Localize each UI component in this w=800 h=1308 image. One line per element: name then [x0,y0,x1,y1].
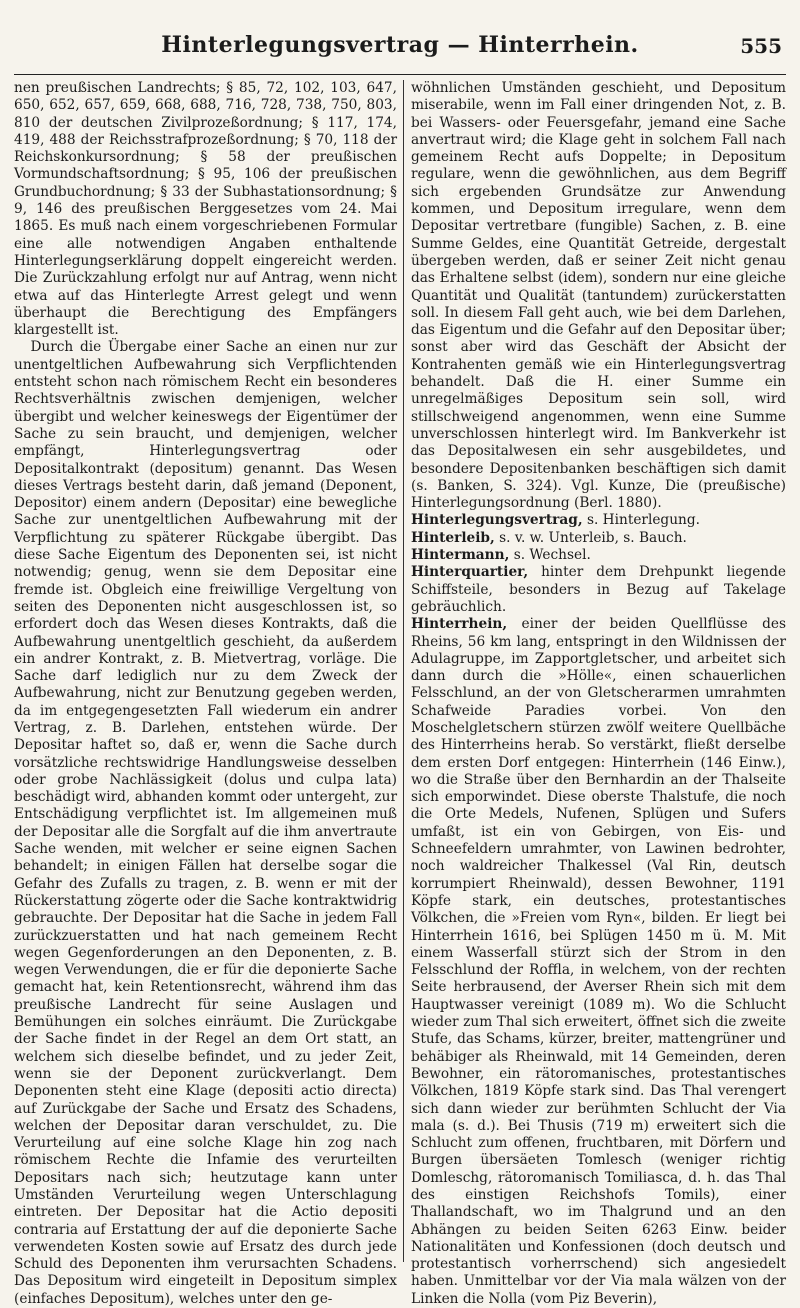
running-title: Hinterlegungsvertrag — Hinterrhein. [161,32,639,58]
left-column [14,80,397,1307]
entry-hinterrhein [411,616,786,1308]
paragraph: nen preußischen Landrechts; § 85, 72, 102, 103, 647, 650, 652, 657, 659, 668, 688, 716, 728, 738, 750, 803, 810 der deutschen Zivilprozeßordnung; § 117, 174, 419, 488 der Reichsstrafprozeßordnung; § 70, 118 der Reichskonkursordnung; § 58 der preußischen Vormundschaftsordnung; § 95, 106 der preußischen Grundbuchordnung; § 33 der Subhastationsordnung; § 9, 146 des preußischen Berggesetzes vom 24. Mai 1865. Es muß nach einem vorgeschriebenen Formular eine alle notwendigen Angaben enthaltende Hinterlegungserklärung doppelt eingereicht werden. Die Zurückzahlung erfolgt nur auf Antrag, wenn nicht etwa auf das Hinterlegte Arrest gelegt und wenn überhaupt die Berechtigung des Empfängers klargestellt ist. [14,80,397,339]
entry-text: hinter dem Drehpunkt liegende Schiffsteile, besonders in Bezug auf Takelage gebräuchlich. [411,564,786,615]
headword: Hinterquartier, [411,564,529,581]
entry-hinterlegungsvertrag [411,512,786,529]
page-number: 555 [740,34,782,58]
entry-text: s. Wechsel. [509,547,591,564]
entry-hintermann [411,547,786,564]
entry-hinterquartier [411,564,786,616]
header-rule [14,74,786,75]
right-column [411,80,786,1307]
entry-text: einer der beiden Quellflüsse des Rheins, 56 km lang, entspringt in den Wildnissen der Adulagruppe, im Zapportgletscher, und arbeitet sich dann durch die »Hölle«, einen schauerlichen Felsschlund, an der von Gletscherarmen umrahmten Schafweide Paradies vorbei. Von den Moschelgletschern stürzen zwölf weitere Quellbäche des Hinterrheins herab. So verstärkt, fließt derselbe dem ersten Dorf entgegen: Hinterrhein (146 Einw.), wo die Straße über den Bernhardin an der Thalseite sich emporwindet. Diese oberste Thalstufe, die noch die Orte Medels, Nufenen, Splügen und Sufers umfaßt, ist ein von Gebirgen, von Eis- und Schneefeldern umrahmter, von Lawinen bedrohter, noch waldreicher Thalkessel (Val Rin, deutsch korrumpiert Rheinwald), dessen Bewohner, 1191 Köpfe stark, ein deutsches, protestantisches Völkchen, die »Freien vom Ryn«, bilden. Er liegt bei Hinterrhein 1616, bei Splügen 1450 m ü. M. Mit einem Wasserfall stürzt sich der Strom in den Felsschlund der Roffla, in welchem, von der rechten Seite herbrausend, der Averser Rhein sich mit dem Hauptwasser vereinigt (1089 m). Wo die Schlucht wieder zum Thal sich erweitert, öffnet sich die zweite Stufe, das Schams, kürzer, breiter, mattengrüner und behäbiger als Rheinwald, mit 14 Gemeinden, deren Bewohner, ein rätoromanisches, protestantisches Völkchen, 1819 Köpfe stark sind. Das Thal verengert sich dann wieder zur berühmten Schlucht der Via mala (s. d.). Bei Thusis (719 m) erweitert sich die Schlucht zum offenen, fruchtbaren, mit Dörfern und Burgen übersäeten Tomlesch (weniger richtig Domleschg, rätoromanisch Tomiliasca, d. h. das Thal des einstigen Reichshofs Tomils), einer Thallandschaft, wo im Thalgrund und an den Abhängen zu beiden Seiten 6263 Einw. beider Nationalitäten und Konfessionen (doch deutsch und protestantisch vorherrschend) sich angesiedelt haben. Unmittelbar vor der Via mala wälzen von der Linken die Nolla (vom Piz Beverin), [411,616,786,1307]
entry-hinterleib [411,530,786,547]
paragraph: Durch die Übergabe einer Sache an einen nur zur unentgeltlichen Aufbewahrung sich Verpflichtenden entsteht schon nach römischem Recht ein besonderes Rechtsverhältnis zwischen demjenigen, welcher übergibt und welcher keineswegs der Eigentümer der Sache zu sein braucht, und demjenigen, welcher empfängt, Hinterlegungsvertrag oder Depositalkontrakt (depositum) genannt. Das Wesen dieses Vertrags besteht darin, daß jemand (Deponent, Depositor) einem andern (Depositar) eine bewegliche Sache zur unentgeltlichen Aufbewahrung mit der Verpflichtung zu späterer Rückgabe übergibt. Das diese Sache Eigentum des Deponenten sei, ist nicht notwendig; genug, wenn sie dem Depositar eine fremde ist. Obgleich eine freiwillige Vergeltung von seiten des Deponenten nicht ausgeschlossen ist, so erfordert doch das Wesen dieses Kontrakts, daß die Aufbewahrung unentgeltlich geschieht, da außerdem ein andrer Kontrakt, z. B. Mietvertrag, vorläge. Die Sache darf lediglich nur zu dem Zweck der Aufbewahrung, nicht zur Benutzung gegeben werden, da im entgegengesetzten Fall wiederum ein andrer Vertrag, z. B. Darlehen, entstehen würde. Der Depositar haftet so, daß er, wenn die Sache durch vorsätzliche rechtswidrige Handlungsweise desselben oder grobe Nachlässigkeit (dolus und culpa lata) beschädigt wird, abhanden kommt oder untergeht, zur Entschädigung verpflichtet ist. Im allgemeinen muß der Depositar alle die Sorgfalt auf die ihm anvertraute Sache wenden, mit welcher er seine eignen Sachen behandelt; in einigen Fällen hat derselbe sogar die Gefahr des Zufalls zu tragen, z. B. wenn er mit der Rückerstattung zögerte oder die Sache kontraktwidrig gebrauchte. Der Depositar hat die Sache in jedem Fall zurückzuerstatten und hat nach gemeinem Recht wegen Gegenforderungen an den Deponenten, z. B. wegen Verwendungen, die er für die deponierte Sache gemacht hat, kein Retentionsrecht, während ihm das preußische Landrecht für seine Auslagen und Bemühungen ein solches einräumt. Die Zurückgabe der Sache findet in der Regel an dem Ort statt, an welchem sich dieselbe befindet, und zu jeder Zeit, wenn sie der Deponent zurückverlangt. Dem Deponenten steht eine Klage (depositi actio directa) auf Zurückgabe der Sache und Ersatz des Schadens, welchen der Depositar daran verschuldet, zu. Die Verurteilung auf eine solche Klage hin zog nach römischem Rechte die Infamie des verurteilten Depositars nach sich; heutzutage kann unter Umständen Verurteilung wegen Unterschlagung eintreten. Der Depositar hat die Actio depositi contraria auf Erstattung der auf die deponierte Sache verwendeten Kosten sowie auf Ersatz des durch jede Schuld des Deponenten ihm verursachten Schadens. Das Depositum wird eingeteilt in Depositum simplex (einfaches Depositum), welches unter den ge- [14,339,397,1307]
entry-text: s. v. w. Unterleib, s. Bauch. [494,529,687,546]
entry-text: s. Hinterlegung. [582,512,700,529]
page-header [0,30,800,74]
headword: Hinterleib, [411,529,495,546]
column-divider [403,80,404,1262]
headword: Hinterrhein, [411,616,508,633]
paragraph: wöhnlichen Umständen geschieht, und Depositum miserabile, wenn im Fall einer dringenden Not, z. B. bei Wassers- oder Feuersgefahr, jemand eine Sache anvertraut wird; die Klage geht in solchem Fall nach gemeinem Recht aufs Doppelte; in Depositum regulare, wenn die gewöhnlichen, aus dem Begriff sich ergebenden Grundsätze zur Anwendung kommen, und Depositum irregulare, wenn dem Depositar vertretbare (fungible) Sachen, z. B. eine Summe Geldes, eine Quantität Getreide, dergestalt übergeben werden, daß er seiner Zeit nicht genau das Erhaltene selbst (idem), sondern nur eine gleiche Quantität und Qualität (tantundem) zurückerstatten soll. In diesem Fall geht auch, wie bei dem Darlehen, das Eigentum und die Gefahr auf den Depositar über; sonst aber wird das Geschäft der Absicht der Kontrahenten gemäß wie ein Hinterlegungsvertrag behandelt. Daß die H. einer Summe ein unregelmäßiges Depositum sein soll, wird stillschweigend angenommen, wenn eine Summe unverschlossen hinterlegt wird. Im Bankverkehr ist das Depositalwesen ein sehr ausgebildetes, und besondere Depositenbanken beschäftigen sich damit (s. Banken, S. 324). Vgl. Kunze, Die (preußische) Hinterlegungsordnung (Berl. 1880). [411,80,786,512]
headword: Hinterlegungsvertrag, [411,512,583,529]
headword: Hintermann, [411,547,510,564]
